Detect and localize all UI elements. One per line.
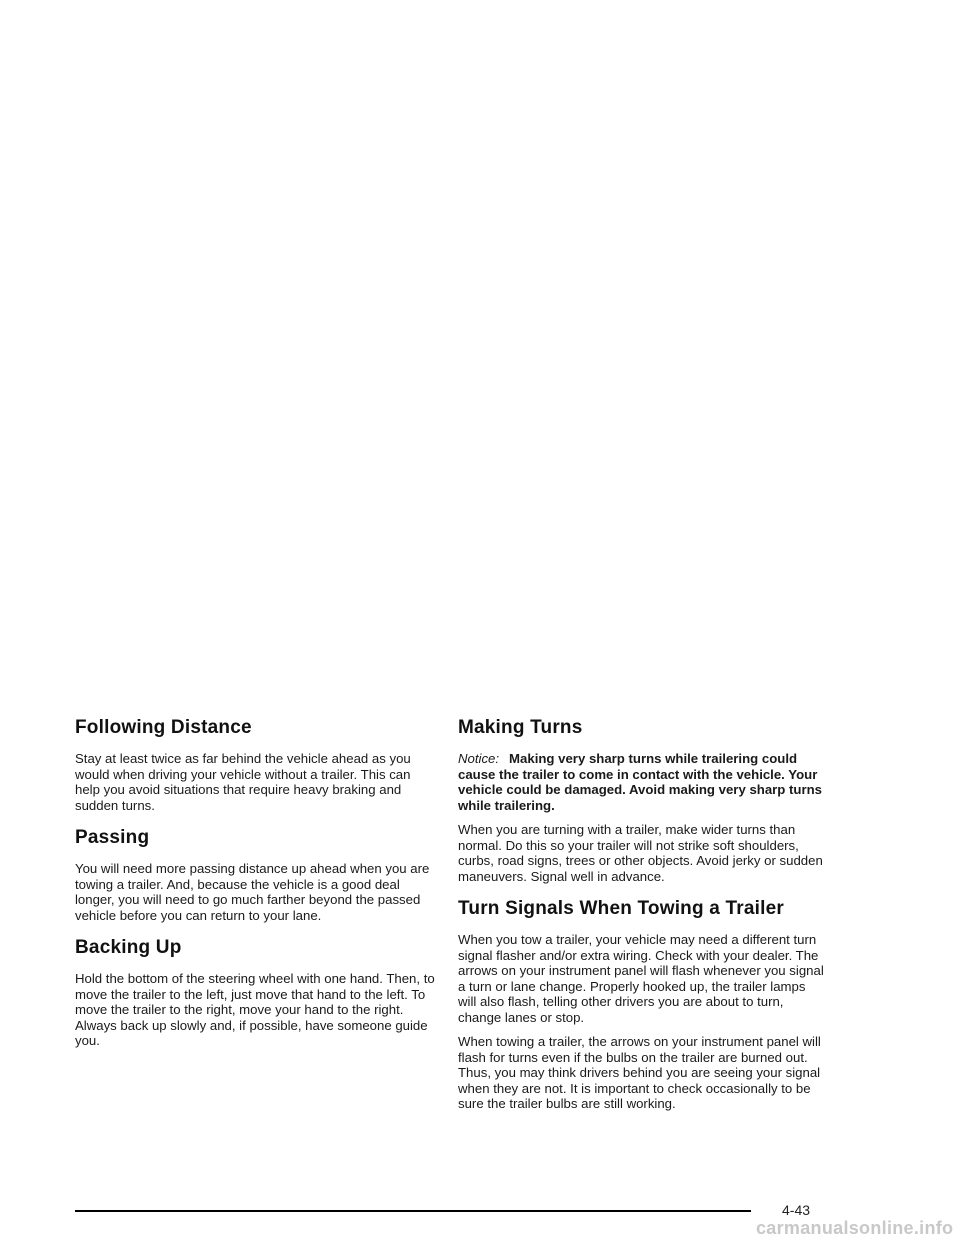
- section-backing-up: [75, 936, 437, 1049]
- notice-text: Making very sharp turns while trailering could cause the trailer to come in contact with the vehicle. Your vehicle could be damaged. Avoid making very sharp turns while trailering.: [458, 751, 822, 813]
- paragraph-making-turns: When you are turning with a trailer, make wider turns than normal. Do this so your trailer will not strike soft shoulders, curbs, road signs, trees or other objects. Avoid jerky or sudden maneuvers. Signal well in advance.: [458, 822, 823, 884]
- heading-following-distance: Following Distance: [75, 717, 252, 738]
- paragraph-following-distance: Stay at least twice as far behind the vehicle ahead as you would when driving your vehicle without a trailer. This can help you avoid situations that require heavy braking and sudden turns.: [75, 751, 411, 813]
- section-following-distance: [75, 716, 437, 813]
- page-number: 4-43: [782, 1202, 811, 1218]
- heading-backing-up: Backing Up: [75, 937, 182, 958]
- section-passing: [75, 826, 437, 923]
- paragraph-turn-signals-1: When you tow a trailer, your vehicle may need a different turn signal flasher and/or extra wiring. Check with your dealer. The arrows on your instrument panel will flash whenever you signal a turn or lane change. Properly hooked up, the trailer lamps will also flash, telling other drivers you are about to turn, change lanes or stop.: [458, 932, 824, 1025]
- paragraph-backing-up: Hold the bottom of the steering wheel with one hand. Then, to move the trailer to the left, just move that hand to the left. To move the trailer to the right, move your hand to the right. Always back up slowly and, if possible, have someone guide you.: [75, 971, 435, 1048]
- heading-making-turns: Making Turns: [458, 717, 583, 738]
- right-column: [458, 716, 824, 1125]
- notice-label: Notice:: [458, 751, 500, 766]
- notice-paragraph: [458, 751, 824, 813]
- section-turn-signals: [458, 897, 824, 1112]
- watermark: carmanualsonline.info: [756, 1218, 954, 1238]
- paragraph-turn-signals-2: When towing a trailer, the arrows on your instrument panel will flash for turns even if the bulbs on the trailer are burned out. Thus, you may think drivers behind you are seeing your signal when they are not. It is important to check occasionally to be sure the trailer bulbs are still working.: [458, 1034, 821, 1111]
- footer-rule: [75, 1210, 751, 1212]
- left-column: [75, 716, 437, 1062]
- heading-passing: Passing: [75, 827, 150, 848]
- section-making-turns: [458, 716, 824, 884]
- paragraph-passing: You will need more passing distance up ahead when you are towing a trailer. And, because the vehicle is a good deal longer, you will need to go much farther beyond the passed vehicle before you can return to your lane.: [75, 861, 430, 923]
- heading-turn-signals: Turn Signals When Towing a Trailer: [458, 898, 784, 919]
